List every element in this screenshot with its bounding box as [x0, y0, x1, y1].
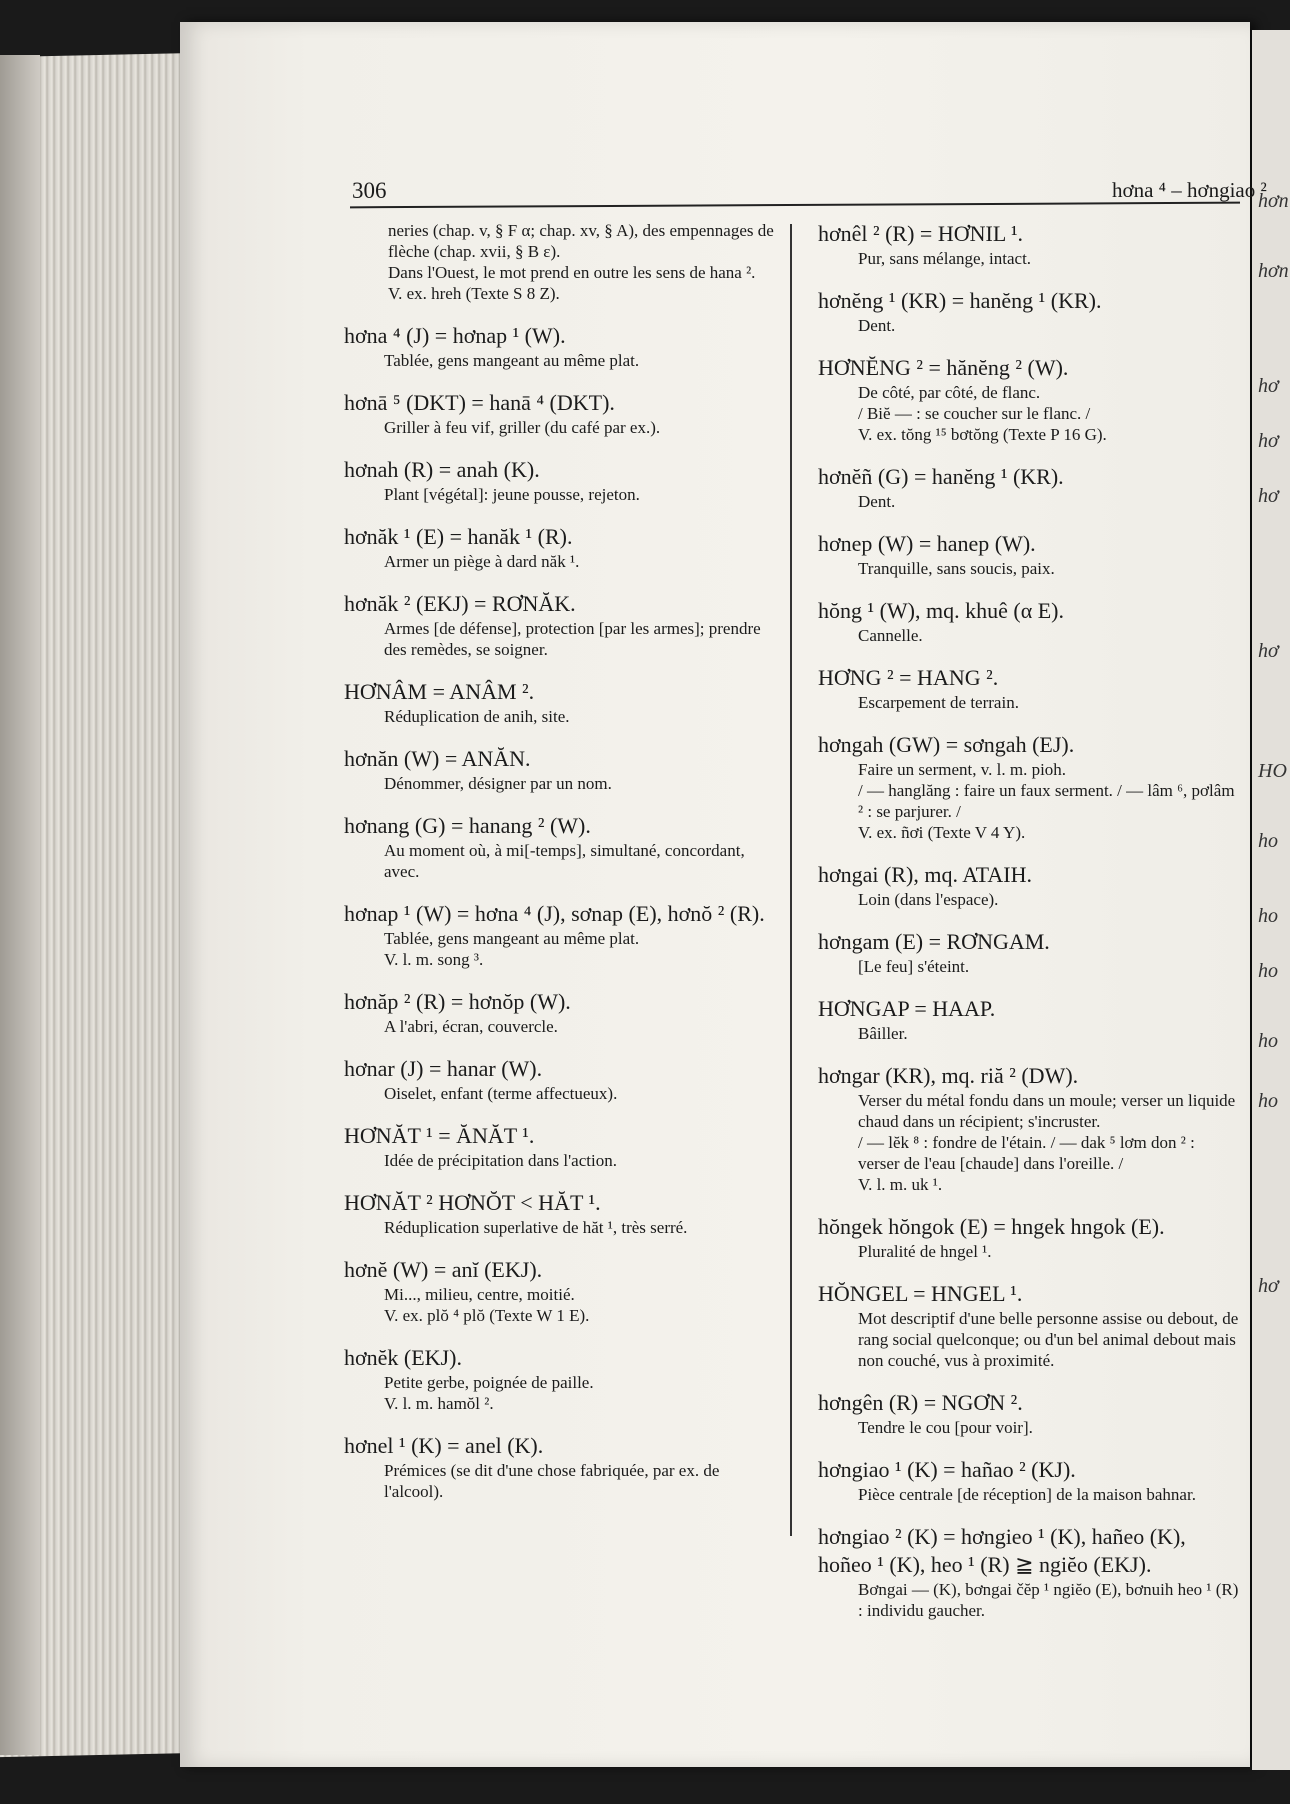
entry-definition: Dans l'Ouest, le mot prend en outre les sens de hana ².	[388, 263, 756, 282]
entry-definition: Petite gerbe, poignée de paille.	[384, 1373, 594, 1392]
entry-definition: Au moment où, à mi[-temps], simultané, concordant, avec.	[384, 841, 745, 881]
dictionary-entry	[344, 1055, 782, 1104]
dictionary-entry	[818, 1280, 1240, 1371]
dictionary-entry	[344, 1432, 782, 1502]
dictionary-entry	[818, 995, 1240, 1044]
dictionary-entry	[344, 900, 782, 970]
dictionary-entry	[818, 287, 1240, 336]
entry-definition: / — lĕk ⁸ : fondre de l'étain. / — dak ⁵ lơm don ² : verser de l'eau [chaude] dans l'oreille. /	[858, 1133, 1195, 1173]
left-column	[344, 220, 782, 1520]
strip-fragment: hơ	[1258, 485, 1279, 507]
strip-fragment: hơ	[1258, 375, 1279, 397]
entry-headword: hơnêl ² (R) = HƠNIL ¹.	[818, 221, 1024, 246]
column-divider	[790, 224, 792, 1536]
dictionary-entry	[818, 1062, 1240, 1195]
dictionary-entry	[344, 456, 782, 505]
entry-definition: V. l. m. uk ¹.	[858, 1175, 943, 1194]
entry-definition: Escarpement de terrain.	[858, 693, 1019, 712]
entry-definition: V. ex. ñơi (Texte V 4 Y).	[858, 823, 1026, 842]
strip-fragment: HO	[1258, 760, 1287, 782]
dictionary-entry	[344, 590, 782, 660]
dictionary-entry	[344, 745, 782, 794]
entry-definition: Réduplication superlative de hăt ¹, très serré.	[384, 1218, 688, 1237]
entry-definition: Bâiller.	[858, 1024, 908, 1043]
entry-headword: HƠNG ² = HANG ².	[818, 665, 999, 690]
dictionary-entry	[818, 861, 1240, 910]
entry-headword: hŏng ¹ (W), mq. khuê (α E).	[818, 598, 1065, 623]
entry-headword: hơnăk ¹ (E) = hanăk ¹ (R).	[344, 524, 573, 549]
entry-headword: HŎNGEL = HNGEL ¹.	[818, 1281, 1023, 1306]
entry-definition: Tranquille, sans soucis, paix.	[858, 559, 1055, 578]
strip-fragment: ho	[1258, 960, 1278, 982]
entry-headword: hơnĕk (EKJ).	[344, 1345, 462, 1370]
entry-definition: Dent.	[858, 492, 896, 511]
entry-definition: Dent.	[858, 316, 896, 335]
entry-definition: Pur, sans mélange, intact.	[858, 249, 1032, 268]
entry-definition: Cannelle.	[858, 626, 923, 645]
strip-fragment: hơn	[1258, 190, 1289, 212]
dictionary-entry	[818, 1523, 1240, 1621]
entry-headword: hơnah (R) = anah (K).	[344, 457, 540, 482]
entry-definition: Pluralité de hngel ¹.	[858, 1242, 992, 1261]
dictionary-entry	[818, 597, 1240, 646]
entry-headword: hơnăk ² (EKJ) = RƠNĂK.	[344, 591, 576, 616]
dictionary-entry	[818, 1456, 1240, 1505]
entry-definition: A l'abri, écran, couvercle.	[384, 1017, 558, 1036]
dictionary-entry	[344, 322, 782, 371]
running-head: hơna ⁴ – hơngiao ²	[1112, 178, 1267, 202]
right-column	[818, 220, 1240, 1639]
next-page-strip	[1252, 30, 1290, 1770]
entry-headword: hơna ⁴ (J) = hơnap ¹ (W).	[344, 323, 566, 348]
entry-definition: [Le feu] s'éteint.	[858, 957, 970, 976]
dictionary-entry	[344, 523, 782, 572]
entry-headword: HƠNĔNG ² = hănĕng ² (W).	[818, 355, 1069, 380]
entry-headword: HƠNÂM = ANÂM ².	[344, 679, 535, 704]
entry-headword: hơnap ¹ (W) = hơna ⁴ (J), sơnap (E), hơnŏ ² (R).	[344, 901, 765, 926]
entry-headword: hơnĕ (W) = anĭ (EKJ).	[344, 1257, 543, 1282]
dictionary-entry	[818, 1389, 1240, 1438]
entry-definition: neries (chap. v, § F α; chap. xv, § A), des empennages de flèche (chap. xvii, § B ε).	[388, 221, 774, 261]
strip-fragment: hơ	[1258, 1275, 1279, 1297]
entry-definition: De côté, par côté, de flanc.	[858, 383, 1041, 402]
dictionary-entry	[344, 988, 782, 1037]
entry-headword: hơngah (GW) = sơngah (EJ).	[818, 732, 1075, 757]
entry-definition: Plant [végétal]: jeune pousse, rejeton.	[384, 485, 640, 504]
entry-headword: hơnăp ² (R) = hơnŏp (W).	[344, 989, 571, 1014]
strip-fragment: hơ	[1258, 640, 1279, 662]
entry-definition: V. ex. tŏng ¹⁵ bơtŏng (Texte P 16 G).	[858, 425, 1107, 444]
book-spine-shadow	[0, 55, 40, 1755]
dictionary-entry	[344, 812, 782, 882]
dictionary-entry	[818, 530, 1240, 579]
dictionary-entry	[818, 354, 1240, 445]
entry-headword: hơngam (E) = RƠNGAM.	[818, 929, 1050, 954]
dictionary-entry	[818, 928, 1240, 977]
entry-definition: Mot descriptif d'une belle personne assise ou debout, de rang social quelconque; ou d'un bel animal debout mais non couché, vus à proximité.	[858, 1309, 1239, 1370]
entry-definition: Idée de précipitation dans l'action.	[384, 1151, 617, 1170]
entry-definition: Tendre le cou [pour voir].	[858, 1418, 1033, 1437]
dictionary-entry	[344, 1122, 782, 1171]
entry-definition: Armes [de défense], protection [par les armes]; prendre des remèdes, se soigner.	[384, 619, 761, 659]
entry-definition: Verser du métal fondu dans un moule; verser un liquide chaud dans un récipient; s'incruster.	[858, 1091, 1236, 1131]
entry-headword: hơngiao ¹ (K) = hañao ² (KJ).	[818, 1457, 1076, 1482]
entry-headword: hơngar (KR), mq. riă ² (DW).	[818, 1063, 1079, 1088]
entry-definition: Dénommer, désigner par un nom.	[384, 774, 612, 793]
entry-headword: hơngai (R), mq. ATAIH.	[818, 862, 1032, 887]
entry-headword: hơnang (G) = hanang ² (W).	[344, 813, 591, 838]
entry-definition: Loin (dans l'espace).	[858, 890, 999, 909]
entry-definition: V. l. m. song ³.	[384, 950, 484, 969]
dictionary-entry	[344, 1344, 782, 1414]
entry-definition: / Biĕ — : se coucher sur le flanc. /	[858, 404, 1091, 423]
entry-headword: HƠNĂT ¹ = ĂNĂT ¹.	[344, 1123, 535, 1148]
dictionary-entry	[818, 731, 1240, 843]
entry-definition: Prémices (se dit d'une chose fabriquée, par ex. de l'alcool).	[384, 1461, 720, 1501]
entry-headword: hơngiao ² (K) = hơngieo ¹ (K), hañeo (K), hoñeo ¹ (K), heo ¹ (R) ≧ ngiĕo (EKJ).	[818, 1524, 1186, 1577]
entry-definition: V. l. m. hamŏl ².	[384, 1394, 494, 1413]
entry-definition: Griller à feu vif, griller (du café par ex.).	[384, 418, 661, 437]
entry-headword: hơnĕng ¹ (KR) = hanĕng ¹ (KR).	[818, 288, 1102, 313]
entry-headword: hơnĕñ (G) = hanĕng ¹ (KR).	[818, 464, 1064, 489]
entry-definition: Bơngai — (K), bơngai čĕp ¹ ngiĕo (E), bơnuih heo ¹ (R) : individu gaucher.	[858, 1580, 1239, 1620]
entry-definition: Tablée, gens mangeant au même plat.	[384, 351, 640, 370]
entry-headword: hơnep (W) = hanep (W).	[818, 531, 1036, 556]
entry-definition: Mi..., milieu, centre, moitié.	[384, 1285, 575, 1304]
entry-headword: hơnăn (W) = ANĂN.	[344, 746, 531, 771]
strip-fragment: hơ	[1258, 430, 1279, 452]
entry-headword: hơnā ⁵ (DKT) = hanā ⁴ (DKT).	[344, 390, 615, 415]
entry-definition: Armer un piège à dard năk ¹.	[384, 552, 580, 571]
entry-definition: V. ex. plŏ ⁴ plŏ (Texte W 1 E).	[384, 1306, 590, 1325]
strip-fragment: hơn	[1258, 260, 1289, 282]
entry-headword: hơnar (J) = hanar (W).	[344, 1056, 543, 1081]
strip-fragment: ho	[1258, 830, 1278, 852]
dictionary-entry	[818, 220, 1240, 269]
dictionary-entry	[818, 1213, 1240, 1262]
entry-definition: / — hanglăng : faire un faux serment. / — lâm ⁶, pơlâm ² : se parjurer. /	[858, 781, 1235, 821]
entry-headword: HƠNĂT ² HƠNŎT < HĂT ¹.	[344, 1190, 601, 1215]
entry-definition: Faire un serment, v. l. m. pioh.	[858, 760, 1067, 779]
page-number: 306	[352, 178, 387, 203]
strip-fragment: ho	[1258, 1090, 1278, 1112]
entry-headword: HƠNGAP = HAAP.	[818, 996, 996, 1021]
entry-headword: hơngên (R) = NGƠN ².	[818, 1390, 1023, 1415]
entry-headword: hŏngek hŏngok (E) = hngek hngok (E).	[818, 1214, 1165, 1239]
dictionary-entry	[344, 678, 782, 727]
strip-fragment: ho	[1258, 1030, 1278, 1052]
entry-definition: Réduplication de anih, site.	[384, 707, 570, 726]
strip-fragment: ho	[1258, 905, 1278, 927]
entry-definition: V. ex. hreh (Texte S 8 Z).	[388, 284, 560, 303]
entry-definition: Tablée, gens mangeant au même plat.	[384, 929, 640, 948]
entry-definition: Oiselet, enfant (terme affectueux).	[384, 1084, 618, 1103]
dictionary-entry	[344, 389, 782, 438]
dictionary-entry	[344, 1189, 782, 1238]
dictionary-entry	[818, 463, 1240, 512]
entry-headword: hơnel ¹ (K) = anel (K).	[344, 1433, 544, 1458]
dictionary-entry	[344, 220, 782, 304]
entry-definition: Pièce centrale [de réception] de la maison bahnar.	[858, 1485, 1196, 1504]
dictionary-entry	[344, 1256, 782, 1326]
dictionary-entry	[818, 664, 1240, 713]
